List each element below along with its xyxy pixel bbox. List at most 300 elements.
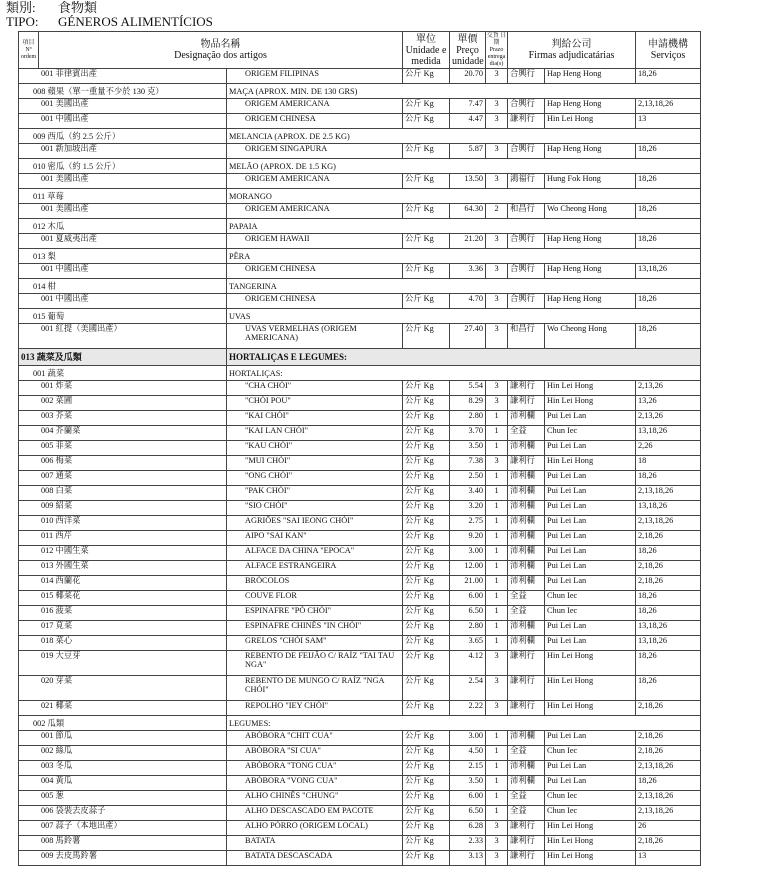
item-price: 2.80: [450, 411, 486, 426]
item-services: 13,18,26: [636, 621, 701, 636]
category-name-zh: 013 梨: [19, 249, 227, 264]
table-row: [19, 731, 701, 746]
item-name-pt: ORIGEM AMERICANA: [227, 204, 403, 219]
item-name-pt: ORIGEM CHINESA: [227, 264, 403, 279]
item-firm-pt: Pui Lei Lan: [545, 441, 636, 456]
item-firm-zh: 和昌行: [508, 204, 545, 219]
item-name-zh: 008 白菜: [19, 486, 227, 501]
item-firm-pt: Pui Lei Lan: [545, 516, 636, 531]
item-price: 3.00: [450, 546, 486, 561]
col-firm-zh: 判給公司: [551, 39, 592, 50]
item-name-zh: 008 馬鈴薯: [19, 836, 227, 851]
category-name-pt: LEGUMES:: [227, 716, 701, 731]
item-unit: 公斤 Kg: [403, 851, 450, 866]
item-firm-zh: 沛利欄: [508, 761, 545, 776]
item-delivery-days: 1: [486, 761, 508, 776]
category-name-zh: 011 草莓: [19, 189, 227, 204]
col-unit-zh: 單位: [416, 33, 437, 45]
item-name-zh: 001 紅提（美國出產）: [19, 324, 227, 349]
item-unit: 公斤 Kg: [403, 264, 450, 279]
table-row: [19, 69, 701, 84]
item-firm-zh: 合興行: [508, 99, 545, 114]
item-firm-pt: Pui Lei Lan: [545, 636, 636, 651]
item-price: 64.30: [450, 204, 486, 219]
table-row: [19, 636, 701, 651]
item-price: 6.00: [450, 791, 486, 806]
table-row: [19, 546, 701, 561]
table-row: [19, 576, 701, 591]
item-unit: 公斤 Kg: [403, 456, 450, 471]
item-delivery-days: 1: [486, 546, 508, 561]
table-row: [19, 836, 701, 851]
category-name-zh: 009 西瓜（約 2.5 公斤）: [19, 129, 227, 144]
category-name-pt: UVAS: [227, 309, 701, 324]
item-name-zh: 001 美國出產: [19, 174, 227, 189]
item-name-zh: 005 菲菜: [19, 441, 227, 456]
item-firm-pt: Chun Iec: [545, 746, 636, 761]
item-services: 13,18,26: [636, 501, 701, 516]
item-unit: 公斤 Kg: [403, 99, 450, 114]
table-row: [19, 701, 701, 716]
item-name-pt: ALHO DESCASCADO EM PACOTE: [227, 806, 403, 821]
item-price: 5.54: [450, 381, 486, 396]
item-services: 2,18,26: [636, 836, 701, 851]
item-delivery-days: 1: [486, 806, 508, 821]
item-name-pt: ORIGEM AMERICANA: [227, 174, 403, 189]
item-unit: 公斤 Kg: [403, 144, 450, 159]
item-unit: 公斤 Kg: [403, 621, 450, 636]
item-name-zh: 001 炸菜: [19, 381, 227, 396]
item-firm-pt: Hap Heng Hong: [545, 99, 636, 114]
col-order: 項目 Nº ordem: [19, 32, 39, 69]
item-firm-zh: 沛利欄: [508, 531, 545, 546]
category-row: [19, 716, 701, 731]
table-row: [19, 456, 701, 471]
item-name-zh: 003 芥菜: [19, 411, 227, 426]
item-firm-pt: Pui Lei Lan: [545, 546, 636, 561]
table-row: [19, 174, 701, 189]
category-name-zh: 014 柑: [19, 279, 227, 294]
item-unit: 公斤 Kg: [403, 546, 450, 561]
item-services: 2,13,26: [636, 381, 701, 396]
item-firm-zh: 沛利欄: [508, 576, 545, 591]
item-name-zh: 001 中國出產: [19, 294, 227, 309]
item-delivery-days: 1: [486, 411, 508, 426]
category-name-pt: TANGERINA: [227, 279, 701, 294]
item-services: 18,26: [636, 776, 701, 791]
item-name-zh: 001 夏威夷出產: [19, 234, 227, 249]
item-unit: 公斤 Kg: [403, 531, 450, 546]
table-row: [19, 441, 701, 456]
item-price: 13.50: [450, 174, 486, 189]
item-delivery-days: 3: [486, 174, 508, 189]
item-firm-zh: 合興行: [508, 234, 545, 249]
col-name-zh: 物品名稱: [200, 39, 241, 50]
col-unit: [403, 32, 450, 69]
item-name-zh: 010 西洋菜: [19, 516, 227, 531]
item-name-pt: GRELOS "CHÓI SAM": [227, 636, 403, 651]
item-price: 4.47: [450, 114, 486, 129]
item-firm-zh: 謙利行: [508, 836, 545, 851]
item-unit: 公斤 Kg: [403, 701, 450, 716]
item-price: 12.00: [450, 561, 486, 576]
item-firm-zh: 全益: [508, 746, 545, 761]
item-price: 3.40: [450, 486, 486, 501]
category-name-zh: 002 瓜類: [19, 716, 227, 731]
col-svc-pt: Serviços: [650, 50, 686, 61]
table-row: [19, 561, 701, 576]
item-name-zh: 015 椰菜花: [19, 591, 227, 606]
item-services: 18: [636, 456, 701, 471]
item-firm-pt: Hin Lei Hong: [545, 851, 636, 866]
item-name-pt: ABÓBORA "TONG CUA": [227, 761, 403, 776]
item-unit: 公斤 Kg: [403, 411, 450, 426]
item-services: 2,18,26: [636, 531, 701, 546]
item-name-pt: ORIGEM SINGAPURA: [227, 144, 403, 159]
item-name-pt: "SIO CHÓI": [227, 501, 403, 516]
item-name-pt: ABÓBORA "SI CUA": [227, 746, 403, 761]
section-name-zh: 013 蔬菜及瓜類: [19, 349, 227, 366]
item-firm-pt: Hin Lei Hong: [545, 676, 636, 701]
table-row: [19, 114, 701, 129]
item-name-zh: 017 莧菜: [19, 621, 227, 636]
item-firm-zh: 謙利行: [508, 456, 545, 471]
item-delivery-days: 1: [486, 471, 508, 486]
category-name-pt: HORTALIÇAS:: [227, 366, 701, 381]
item-delivery-days: 1: [486, 561, 508, 576]
item-name-pt: UVAS VERMELHAS (ORIGEM AMERICANA): [227, 324, 403, 349]
item-firm-pt: Hap Heng Hong: [545, 294, 636, 309]
item-unit: 公斤 Kg: [403, 114, 450, 129]
item-delivery-days: 3: [486, 294, 508, 309]
item-services: 2,13,18,26: [636, 516, 701, 531]
item-name-pt: REBENTO DE MUNGO C/ RAÍZ "NGA CHÓI": [227, 676, 403, 701]
item-firm-zh: 沛利欄: [508, 516, 545, 531]
item-delivery-days: 3: [486, 381, 508, 396]
item-firm-zh: 全益: [508, 426, 545, 441]
category-name-zh: 008 蘋果（單一重量不少於 130 克）: [19, 84, 227, 99]
item-services: 2,26: [636, 441, 701, 456]
item-firm-zh: 沛利欄: [508, 486, 545, 501]
item-delivery-days: 2: [486, 204, 508, 219]
item-services: 2,13,18,26: [636, 761, 701, 776]
item-delivery-days: 1: [486, 606, 508, 621]
item-firm-pt: Pui Lei Lan: [545, 501, 636, 516]
table-row: [19, 776, 701, 791]
item-firm-pt: Hin Lei Hong: [545, 821, 636, 836]
item-name-zh: 003 冬瓜: [19, 761, 227, 776]
item-unit: 公斤 Kg: [403, 761, 450, 776]
item-price: 4.70: [450, 294, 486, 309]
category-row: [19, 159, 701, 174]
item-delivery-days: 1: [486, 791, 508, 806]
item-price: 3.00: [450, 731, 486, 746]
category-name-pt: PÊRA: [227, 249, 701, 264]
item-delivery-days: 1: [486, 531, 508, 546]
item-delivery-days: 1: [486, 591, 508, 606]
item-services: 2,13,18,26: [636, 486, 701, 501]
item-firm-pt: Pui Lei Lan: [545, 486, 636, 501]
item-services: 2,18,26: [636, 576, 701, 591]
item-firm-zh: 合興行: [508, 69, 545, 84]
item-price: 6.00: [450, 591, 486, 606]
table-row: [19, 426, 701, 441]
item-delivery-days: 1: [486, 776, 508, 791]
item-unit: 公斤 Kg: [403, 294, 450, 309]
item-price: 3.65: [450, 636, 486, 651]
item-delivery-days: 3: [486, 324, 508, 349]
item-name-zh: 001 新加坡出產: [19, 144, 227, 159]
item-firm-pt: Pui Lei Lan: [545, 761, 636, 776]
item-firm-pt: Hin Lei Hong: [545, 701, 636, 716]
item-firm-pt: Wo Cheong Hong: [545, 204, 636, 219]
item-price: 21.20: [450, 234, 486, 249]
item-firm-pt: Hin Lei Hong: [545, 651, 636, 676]
item-delivery-days: 1: [486, 576, 508, 591]
item-unit: 公斤 Kg: [403, 806, 450, 821]
item-firm-zh: 合興行: [508, 144, 545, 159]
item-firm-pt: Hin Lei Hong: [545, 836, 636, 851]
item-unit: 公斤 Kg: [403, 234, 450, 249]
item-price: 2.22: [450, 701, 486, 716]
item-name-zh: 001 中國出產: [19, 264, 227, 279]
category-name-zh: 010 密瓜（約 1.5 公斤）: [19, 159, 227, 174]
item-firm-zh: 沛利欄: [508, 731, 545, 746]
item-firm-pt: Hin Lei Hong: [545, 456, 636, 471]
item-price: 3.50: [450, 776, 486, 791]
item-firm-pt: Chun Iec: [545, 606, 636, 621]
item-firm-zh: 沛利欄: [508, 636, 545, 651]
item-name-pt: ALHO CHINÊS "CHUNG": [227, 791, 403, 806]
item-unit: 公斤 Kg: [403, 516, 450, 531]
item-name-zh: 004 芥蘭菜: [19, 426, 227, 441]
item-delivery-days: 3: [486, 69, 508, 84]
col-firm-pt: Firmas adjudicatárias: [528, 50, 615, 61]
item-firm-pt: Hap Heng Hong: [545, 69, 636, 84]
item-delivery-days: 1: [486, 426, 508, 441]
item-firm-pt: Hin Lei Hong: [545, 114, 636, 129]
item-unit: 公斤 Kg: [403, 636, 450, 651]
item-firm-pt: Pui Lei Lan: [545, 531, 636, 546]
item-name-zh: 014 西蘭花: [19, 576, 227, 591]
item-delivery-days: 3: [486, 836, 508, 851]
category-name-zh: 001 蔬菜: [19, 366, 227, 381]
item-unit: 公斤 Kg: [403, 576, 450, 591]
table-row: [19, 791, 701, 806]
item-unit: 公斤 Kg: [403, 204, 450, 219]
table-row: [19, 621, 701, 636]
item-name-zh: 001 美國出產: [19, 99, 227, 114]
table-row: [19, 396, 701, 411]
item-name-zh: 002 絲瓜: [19, 746, 227, 761]
item-services: 2,13,26: [636, 411, 701, 426]
item-name-zh: 009 去皮馬鈴薯: [19, 851, 227, 866]
item-name-zh: 004 黃瓜: [19, 776, 227, 791]
item-firm-pt: Pui Lei Lan: [545, 731, 636, 746]
table-row: [19, 606, 701, 621]
item-services: 18,26: [636, 234, 701, 249]
item-name-pt: ALFACE DA CHINA "EPOCA": [227, 546, 403, 561]
item-name-zh: 021 椰菜: [19, 701, 227, 716]
item-delivery-days: 3: [486, 651, 508, 676]
item-name-pt: "CHÓI POU": [227, 396, 403, 411]
category-row: [19, 366, 701, 381]
section-name-pt: HORTALIÇAS E LEGUMES:: [227, 349, 701, 366]
item-delivery-days: 3: [486, 456, 508, 471]
item-name-zh: 011 西芹: [19, 531, 227, 546]
table-row: [19, 381, 701, 396]
table-row: [19, 294, 701, 309]
item-firm-pt: Hap Heng Hong: [545, 234, 636, 249]
table-header: [19, 32, 701, 69]
table-row: [19, 486, 701, 501]
item-firm-zh: 謙利行: [508, 651, 545, 676]
item-unit: 公斤 Kg: [403, 501, 450, 516]
item-firm-pt: Chun Iec: [545, 791, 636, 806]
category-value: 食物類: [58, 0, 98, 15]
item-name-pt: "KAU CHÓI": [227, 441, 403, 456]
item-firm-zh: 謙利行: [508, 396, 545, 411]
item-firm-pt: Pui Lei Lan: [545, 576, 636, 591]
item-services: 13: [636, 851, 701, 866]
item-services: 2,18,26: [636, 746, 701, 761]
item-delivery-days: 3: [486, 234, 508, 249]
table-row: [19, 746, 701, 761]
item-firm-pt: Wo Cheong Hong: [545, 324, 636, 349]
item-name-zh: 001 菲律賓出產: [19, 69, 227, 84]
item-name-pt: COUVE FLOR: [227, 591, 403, 606]
item-unit: 公斤 Kg: [403, 731, 450, 746]
item-services: 2,18,26: [636, 701, 701, 716]
item-price: 2.33: [450, 836, 486, 851]
item-firm-pt: Hin Lei Hong: [545, 381, 636, 396]
category-row: [19, 219, 701, 234]
table-body: [19, 69, 701, 866]
item-unit: 公斤 Kg: [403, 776, 450, 791]
item-name-pt: ESPINAFRE "PÓ CHÓI": [227, 606, 403, 621]
table-row: [19, 324, 701, 349]
item-unit: 公斤 Kg: [403, 441, 450, 456]
item-price: 9.20: [450, 531, 486, 546]
item-price: 3.70: [450, 426, 486, 441]
item-firm-zh: 謙利行: [508, 114, 545, 129]
item-firm-zh: 合興行: [508, 264, 545, 279]
category-name-zh: 012 木瓜: [19, 219, 227, 234]
col-firm: [508, 32, 636, 69]
item-delivery-days: 3: [486, 676, 508, 701]
item-unit: 公斤 Kg: [403, 174, 450, 189]
item-unit: 公斤 Kg: [403, 471, 450, 486]
item-delivery-days: 3: [486, 851, 508, 866]
item-name-pt: BRÓCOLOS: [227, 576, 403, 591]
item-firm-zh: 全益: [508, 806, 545, 821]
item-unit: 公斤 Kg: [403, 381, 450, 396]
item-unit: 公斤 Kg: [403, 396, 450, 411]
item-price: 2.50: [450, 471, 486, 486]
table-row: [19, 501, 701, 516]
item-services: 2,13,18,26: [636, 791, 701, 806]
table-row: [19, 99, 701, 114]
item-name-zh: 012 中國生菜: [19, 546, 227, 561]
item-firm-pt: Pui Lei Lan: [545, 471, 636, 486]
item-services: 2,13,18,26: [636, 806, 701, 821]
item-firm-pt: Pui Lei Lan: [545, 411, 636, 426]
category-name-pt: MELÃO (APROX. DE 1.5 KG): [227, 159, 701, 174]
item-firm-zh: 全益: [508, 791, 545, 806]
item-name-zh: 020 芽菜: [19, 676, 227, 701]
item-services: 13: [636, 114, 701, 129]
item-firm-pt: Chun Iec: [545, 426, 636, 441]
item-price: 3.36: [450, 264, 486, 279]
item-services: 2,18,26: [636, 561, 701, 576]
item-price: 3.13: [450, 851, 486, 866]
item-unit: 公斤 Kg: [403, 561, 450, 576]
item-name-zh: 001 節瓜: [19, 731, 227, 746]
item-services: 18,26: [636, 204, 701, 219]
item-price: 20.70: [450, 69, 486, 84]
col-svc-zh: 申請機構: [648, 39, 689, 50]
item-unit: 公斤 Kg: [403, 676, 450, 701]
item-services: 18,26: [636, 651, 701, 676]
item-price: 8.29: [450, 396, 486, 411]
item-delivery-days: 3: [486, 99, 508, 114]
type-value: GÉNEROS ALIMENTÍCIOS: [58, 14, 213, 29]
item-firm-zh: 謙利行: [508, 676, 545, 701]
item-delivery-days: 1: [486, 501, 508, 516]
item-services: 13,18,26: [636, 636, 701, 651]
item-firm-zh: 鴻福行: [508, 174, 545, 189]
item-firm-zh: 沛利欄: [508, 411, 545, 426]
item-unit: 公斤 Kg: [403, 426, 450, 441]
item-services: 18,26: [636, 606, 701, 621]
item-name-pt: AGRIÕES "SAI IEONG CHÓI": [227, 516, 403, 531]
item-name-zh: 019 大豆芽: [19, 651, 227, 676]
table-row: [19, 676, 701, 701]
item-name-zh: 018 菜心: [19, 636, 227, 651]
category-row: [19, 249, 701, 264]
price-table: [18, 31, 701, 866]
item-price: 4.50: [450, 746, 486, 761]
item-price: 3.50: [450, 441, 486, 456]
item-name-zh: 006 袋裝去皮蒜子: [19, 806, 227, 821]
item-name-zh: 006 梅菜: [19, 456, 227, 471]
item-name-pt: "MUI CHÓI": [227, 456, 403, 471]
item-price: 7.38: [450, 456, 486, 471]
item-firm-zh: 謙利行: [508, 381, 545, 396]
table-row: [19, 821, 701, 836]
section-row: [19, 349, 701, 366]
item-delivery-days: 3: [486, 396, 508, 411]
item-delivery-days: 1: [486, 441, 508, 456]
item-unit: 公斤 Kg: [403, 791, 450, 806]
table-row: [19, 234, 701, 249]
category-row: [19, 189, 701, 204]
item-unit: 公斤 Kg: [403, 651, 450, 676]
item-name-pt: ORIGEM HAWAII: [227, 234, 403, 249]
item-price: 27.40: [450, 324, 486, 349]
col-unit-pt: Unidade e medida: [405, 44, 447, 67]
item-name-pt: "CHA CHÓI": [227, 381, 403, 396]
item-name-pt: "ONG CHÓI": [227, 471, 403, 486]
item-name-zh: 016 菠菜: [19, 606, 227, 621]
item-name-zh: 001 中國出產: [19, 114, 227, 129]
item-delivery-days: 1: [486, 516, 508, 531]
item-firm-zh: 謙利行: [508, 821, 545, 836]
table-row: [19, 806, 701, 821]
item-name-pt: "KAI LAN CHÓI": [227, 426, 403, 441]
table-row: [19, 471, 701, 486]
item-delivery-days: 1: [486, 486, 508, 501]
